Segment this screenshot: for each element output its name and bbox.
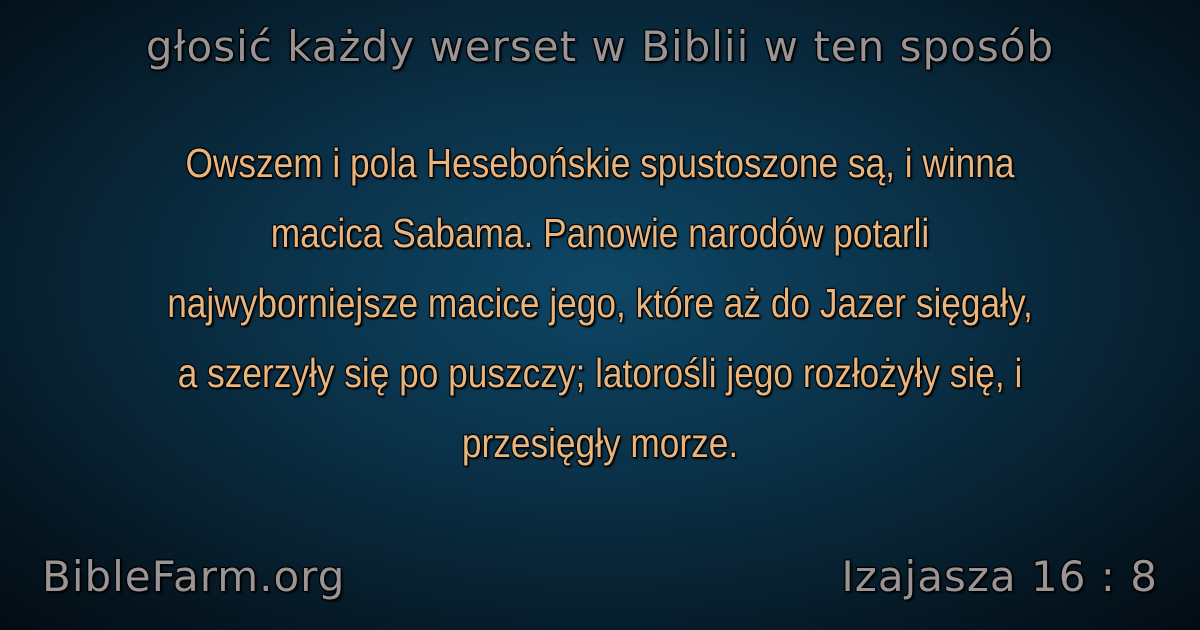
verse-line: przesięgły morze. xyxy=(461,420,739,466)
site-name: BibleFarm.org xyxy=(42,552,346,601)
verse-line: a szerzyły się po puszczy; latorośli jego rozłożyły się, i xyxy=(177,350,1023,396)
verse-line: macica Sabama. Panowie narodów potarli xyxy=(270,210,930,256)
verse-reference: Izajasza 16 : 8 xyxy=(841,552,1158,601)
header-title: głosić każdy werset w Biblii w ten sposób xyxy=(145,22,1055,71)
verse-text xyxy=(127,128,1073,478)
verse-line: Owszem i pola Hesebońskie spustoszone są, i winna xyxy=(185,140,1015,186)
verse-line: najwyborniejsze macice jego, które aż do Jazer sięgały, xyxy=(167,280,1033,326)
